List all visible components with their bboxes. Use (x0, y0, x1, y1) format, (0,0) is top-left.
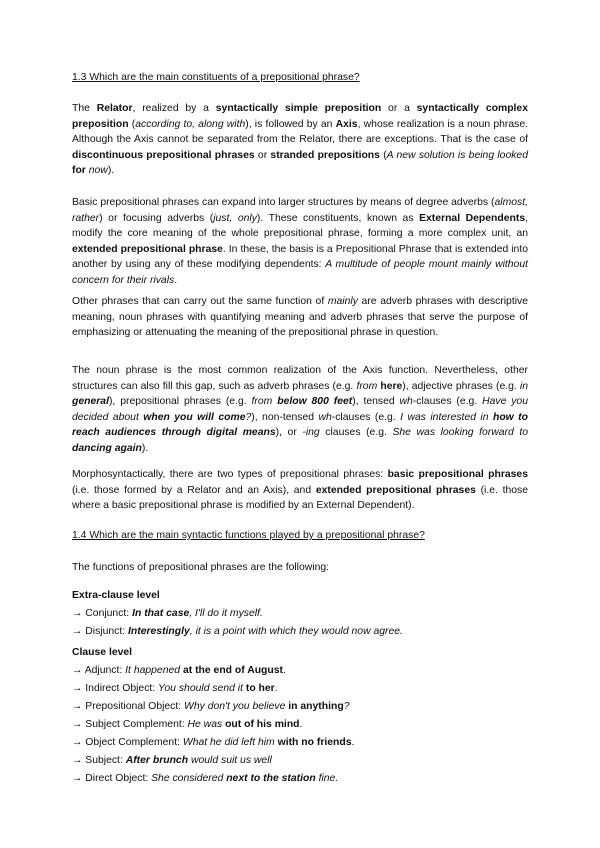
paragraph-text: Basic prepositional phrases can expand into larger structures by means of degree adverbs (almost, rather) or focusing adverbs (just, only). These constituents, known as External Dependents, modify the core meaning of the whole prepositional phrase, forming a more complex unit, an extended prepositional phrase. In these, the basis is a Prepositional Phrase that is extended into another by using any of these modifying dependents: A multitude of people mount mainly without concern for their rivals. (72, 197, 529, 286)
extra-clause-list (72, 606, 528, 639)
section-1-4-heading: 1.4 Which are the main syntactic functions played by a prepositional phrase? (72, 530, 425, 541)
function-list-item: → Subject Complement: He was out of his mind. (72, 719, 303, 730)
function-list-item: → Adjunct: It happened at the end of August. (72, 665, 286, 676)
paragraph-external-dependents (72, 195, 528, 289)
paragraph-relator-axis (72, 101, 528, 179)
extra-clause-label: Extra-clause level (72, 590, 160, 601)
paragraph-axis-realization (72, 363, 528, 457)
function-list-item: → Subject: After brunch would suit us well (72, 755, 272, 766)
paragraph-morphosyntax (72, 467, 528, 514)
paragraph-text: The Relator, realized by a syntactically simple preposition or a syntactically complex preposition (according to, along with), is followed by an Axis, whose realization is a noun phrase. Although the Axis cannot be separated from the Relator, there are exceptions. That is the case of discontinuous prepositional phrases or stranded prepositions (A new solution is being looked for now). (72, 103, 528, 177)
function-list-item: → Conjunct: In that case, I'll do it myself. (72, 608, 263, 619)
section-1-3-heading: 1.3 Which are the main constituents of a prepositional phrase? (72, 72, 360, 83)
function-list-item: → Disjunct: Interestingly, it is a point with which they would now agree. (72, 626, 403, 637)
function-list-item: → Object Complement: What he did left him with no friends. (72, 737, 355, 748)
function-list-item: → Indirect Object: You should send it to her. (72, 683, 278, 694)
paragraph-text: Morphosyntactically, there are two types of prepositional phrases: basic prepositional phrases (i.e. those formed by a Relator and an Axis), and extended prepositional phrases (i.e. those where a basic prepositional phrase is modified by an External Dependent). (72, 469, 528, 512)
paragraph-text: Other phrases that can carry out the same function of mainly are adverb phrases with descriptive meaning, noun phrases with quantifying meaning and adverb phrases that serve the purpose of emphasizing or attenuating the meaning of the prepositional phrase in question. (72, 296, 528, 339)
functions-intro: The functions of prepositional phrases are the following: (72, 562, 330, 573)
extra-clause-level (72, 589, 528, 642)
paragraph-text: The noun phrase is the most common realization of the Axis function. Nevertheless, other structures can also fill this gap, such as adverb phrases (e.g. from here), adjective phrases (e.g. in general), prepositional phrases (e.g. from below 800 feet), tensed wh-clauses (e.g. Have you decided about when you will come?), non-tensed wh-clauses (e.g. I was interested in how to reach audiences through digital means), or -ing clauses (e.g. She was looking forward to dancing again). (72, 365, 528, 454)
clause-list (72, 663, 528, 786)
clause-label: Clause level (72, 647, 133, 658)
function-list-item: → Prepositional Object: Why don't you believe in anything? (72, 701, 350, 712)
paragraph-other-phrases (72, 294, 528, 341)
function-list-item: → Direct Object: She considered next to the station fine. (72, 773, 339, 784)
clause-level (72, 646, 528, 789)
